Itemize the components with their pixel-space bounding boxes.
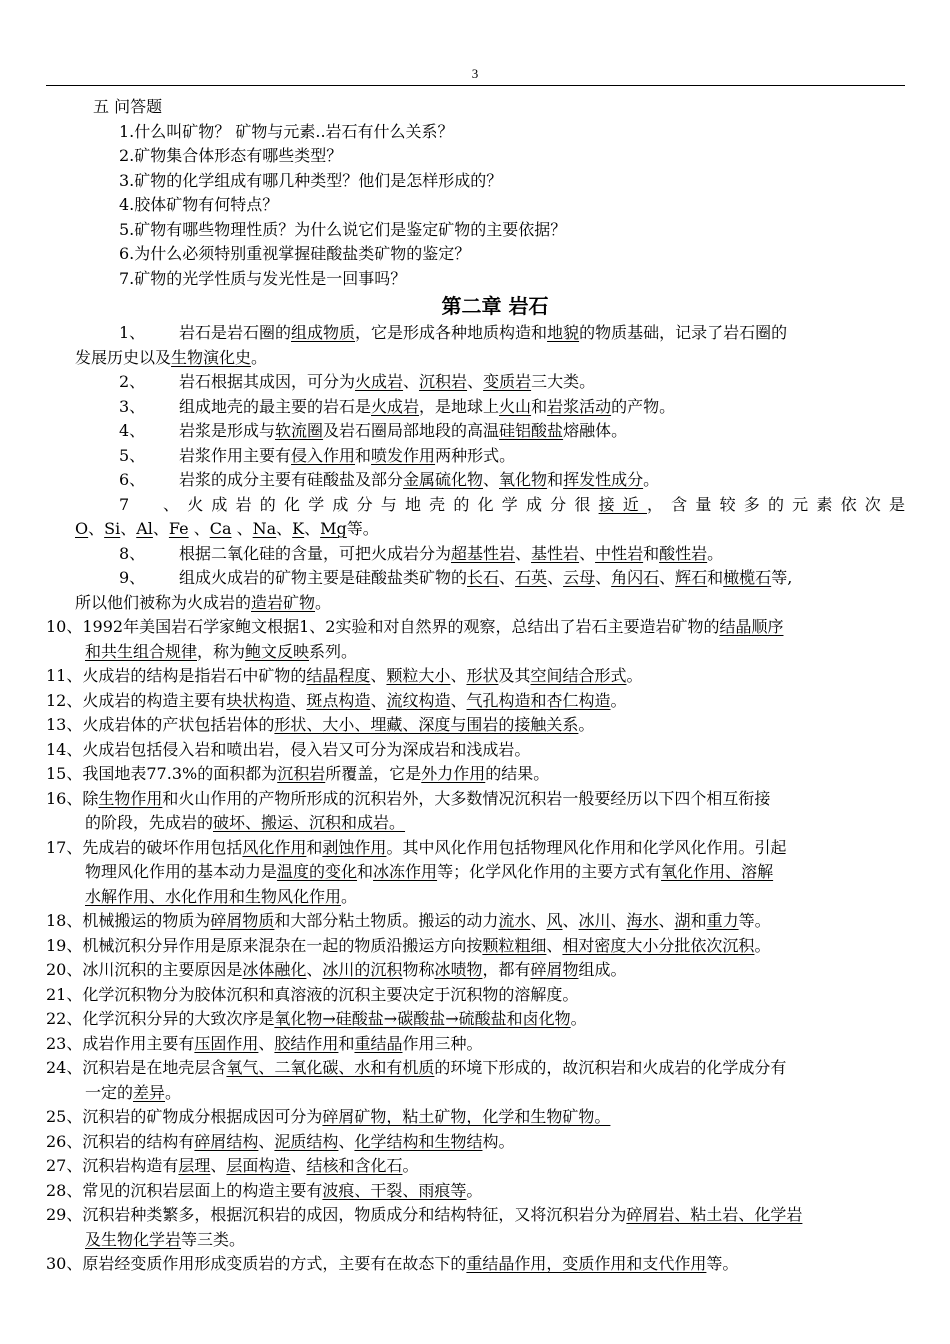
item-text: 岩石根据其成因，可分为: [179, 372, 356, 391]
answer-underline: 颗粒大小: [386, 666, 451, 685]
answer-underline: 重结晶: [354, 1033, 403, 1053]
answer-underline: 火成岩: [371, 396, 420, 416]
item-number: 2、: [119, 372, 146, 391]
list-item: [0, 321, 950, 346]
item-text: 。: [315, 592, 332, 612]
item-text: 组成。: [578, 960, 627, 979]
item-text: 发展历史以及: [75, 347, 172, 367]
item-text: 系列。: [309, 641, 358, 661]
item-text: 沉积岩的结构有: [82, 1131, 195, 1151]
item-text: 组成地壳的最主要的岩石是: [179, 396, 372, 416]
item-text: 熔融体。: [563, 421, 628, 440]
item-text: 化学沉积物分为胶体沉积和真溶液的沉积主要决定于沉积物的溶解度。: [82, 984, 579, 1004]
item-text: 除: [82, 788, 99, 808]
list-item-continuation: [0, 346, 950, 371]
item-text: 火成岩的构造主要有: [82, 690, 227, 710]
list-item-continuation: [0, 885, 950, 910]
separator: 、: [304, 519, 321, 538]
answer-underline: 层理: [178, 1156, 211, 1175]
answer-underline: 碎屑矿物，粘土矿物，化学和生物矿物。: [322, 1107, 611, 1126]
item-text: 岩浆的成分主要有硅酸盐及部分: [179, 470, 404, 489]
item-text: 的环境下形成的，故沉积岩和火成岩的化学成分有: [434, 1058, 787, 1077]
answer-underline: 差异: [133, 1082, 166, 1102]
answer-underline: 碎屑岩、粘土岩、化学岩: [626, 1205, 803, 1224]
answer-underline: 风化作用: [242, 837, 307, 857]
separator: 、: [290, 1156, 307, 1175]
answer-underline: 火山: [499, 396, 532, 416]
element-symbol: Si: [104, 519, 121, 538]
separator: 、: [515, 543, 532, 563]
header-rule: [46, 85, 905, 86]
answer-underline: 生物作用: [98, 788, 163, 808]
item-text: 成岩作用主要有: [82, 1033, 195, 1053]
section-title: 五 问答题: [93, 97, 163, 116]
answer-underline: 沉积岩: [419, 372, 468, 391]
separator: 、: [338, 1131, 355, 1151]
item-number: 26、: [46, 1131, 83, 1151]
item-text: 机械沉积分异作用是原来混杂在一起的物质沿搬运方向按: [82, 935, 483, 955]
answer-underline: 地貌: [547, 323, 580, 342]
list-item: [0, 542, 950, 567]
answer-underline: 氧化作用、溶解: [661, 862, 774, 881]
list-item: [0, 566, 950, 591]
item-text: 。: [341, 886, 358, 906]
answer-underline: 酸性岩: [659, 543, 708, 563]
item-text: 。: [466, 1180, 483, 1200]
item-text: 和: [690, 911, 707, 930]
answer-underline: 重力: [706, 911, 739, 930]
item-number: 6、: [119, 470, 146, 489]
item-text: 的产物。: [611, 396, 676, 416]
item-text: 及岩石圈局部地段的高温: [323, 421, 500, 440]
answer-underline: 结核和含化石: [306, 1156, 403, 1175]
answer-underline: 结晶程度: [306, 666, 371, 685]
separator: 、: [231, 519, 253, 538]
answer-underline: 湖: [674, 911, 691, 930]
item-text: 沉积岩种类繁多，根据沉积岩的成因，物质成分和结构特征，又将沉积岩分为: [82, 1205, 627, 1224]
separator: 、: [562, 911, 579, 930]
separator: 、: [370, 666, 387, 685]
answer-underline: 块状构造: [226, 690, 291, 710]
answer-underline: 流水: [498, 911, 531, 930]
item-text: 和: [338, 1033, 355, 1053]
list-item: [0, 615, 950, 640]
separator: 、: [120, 519, 137, 538]
question: 7.矿物的光学性质与发光性是一回事吗？: [119, 268, 407, 288]
item-text: 三大类。: [531, 372, 596, 391]
item-number: 9、: [119, 568, 146, 587]
item-text: 物称: [402, 960, 435, 979]
answer-underline: 颗粒粗细: [482, 935, 547, 955]
list-item: [0, 419, 950, 444]
answer-underline: 相对密度大小分批依次沉积: [562, 935, 755, 955]
list-item: [0, 468, 950, 493]
item-text: 。: [610, 690, 627, 710]
element-symbol: Ca: [209, 519, 232, 538]
item-text: 机械搬运的物质为: [82, 911, 211, 930]
separator: 、: [499, 568, 516, 587]
separator: 、: [450, 690, 467, 710]
list-item-continuation: [0, 640, 950, 665]
list-item: [0, 934, 950, 959]
separator: 、: [276, 519, 293, 538]
item-number: 10、: [46, 617, 83, 636]
answer-underline: 外力作用: [421, 764, 486, 783]
item-text: 岩浆是形成与: [179, 421, 276, 440]
item-number: 23、: [46, 1033, 83, 1053]
question: 4.胶体矿物有何特点？: [119, 195, 279, 214]
answer-underline: 形状: [466, 666, 499, 685]
answer-underline: 重结晶作用，变质作用和支代作用: [466, 1254, 707, 1273]
item-number: 16、: [46, 788, 83, 808]
item-text: 所以他们被称为火成岩的: [75, 592, 252, 612]
item-number: 8、: [119, 543, 146, 563]
item-text: 火成岩体的产状包括岩体的: [82, 715, 275, 734]
item-text: 火成岩的化学成分与地壳的化学成分很: [179, 494, 599, 514]
answer-underline: 侵入作用: [291, 445, 356, 465]
item-text: 。: [165, 1082, 182, 1102]
list-item-continuation: [0, 1081, 950, 1106]
item-number: 14、: [46, 739, 83, 759]
answer-underline: 氧化物→硅酸盐→碳酸盐→硫酸盐和卤化物: [274, 1009, 571, 1028]
item-text: 和: [306, 837, 323, 857]
list-item: [0, 1130, 950, 1155]
item-justified-line: [119, 493, 905, 518]
item-number: 28、: [46, 1180, 83, 1200]
item-text: 岩浆作用主要有: [179, 445, 292, 465]
answer-underline: 氧气、二氧化碳、水和有机质: [226, 1058, 435, 1077]
item-text: 及其: [498, 666, 531, 685]
item-number: 18、: [46, 911, 83, 930]
item-text: 等。: [346, 519, 379, 538]
answer-underline: 温度的变化: [277, 862, 358, 881]
list-item-continuation: [0, 860, 950, 885]
list-item: [0, 787, 950, 812]
list-item: [0, 738, 950, 763]
element-symbol: Al: [136, 519, 153, 538]
item-number: 25、: [46, 1107, 83, 1126]
separator: 、: [658, 911, 675, 930]
answer-underline: 组成物质: [291, 323, 356, 342]
answer-underline: 空间结合形式: [530, 666, 627, 685]
item-text: 先成岩的破坏作用包括: [82, 837, 243, 857]
list-item: [0, 444, 950, 469]
item-text: 岩石是岩石圈的: [179, 323, 292, 342]
item-text: 一定的: [85, 1082, 134, 1102]
item-number: 19、: [46, 935, 83, 955]
list-item: [0, 1007, 950, 1032]
list-item: [0, 909, 950, 934]
separator: 、: [579, 543, 596, 563]
answer-underline: 流纹构造: [386, 690, 451, 710]
list-item: [0, 689, 950, 714]
item-text: 两种形式。: [435, 445, 516, 465]
item-number: 15、: [46, 764, 83, 783]
list-item: [0, 1056, 950, 1081]
answer-underline: 斑点构造: [306, 690, 371, 710]
item-text: 。: [402, 1156, 419, 1175]
question: 6.为什么必须特别重视掌握硅酸盐类矿物的鉴定？: [119, 244, 471, 263]
separator: 、: [659, 568, 676, 587]
list-item: [0, 1105, 950, 1130]
item-text: 和: [531, 396, 548, 416]
answer-underline: 接近: [598, 494, 647, 514]
answer-underline: 喷发作用: [371, 445, 436, 465]
answer-underline: 碎屑物: [530, 960, 579, 979]
separator: 、: [610, 911, 627, 930]
item-number: 30、: [46, 1254, 83, 1273]
item-number: 27、: [46, 1156, 83, 1175]
item-text: 等,: [771, 568, 793, 587]
answer-underline: 冰川: [578, 911, 611, 930]
list-item-continuation: [0, 591, 950, 616]
item-number: 5、: [119, 445, 146, 465]
separator: 、: [403, 372, 420, 391]
separator: 、: [290, 690, 307, 710]
list-item: [0, 1179, 950, 1204]
item-number: 1、: [119, 323, 146, 342]
list-item: [0, 983, 950, 1008]
item-text: ，是地球上: [419, 396, 500, 416]
answer-underline: 冰体融化: [242, 960, 307, 979]
item-text: 和: [355, 445, 372, 465]
separator: 、: [152, 519, 169, 538]
answer-underline: 水解作用、水化作用和生物风化作用: [85, 886, 342, 906]
answer-underline: 造岩矿物: [251, 592, 316, 612]
item-text: 冰川沉积的主要原因是: [82, 960, 243, 979]
item-text: 。: [570, 1009, 587, 1028]
item-text: 。: [626, 666, 643, 685]
item-text: 和: [357, 862, 374, 881]
separator: 、: [210, 1156, 227, 1175]
separator: 、: [258, 1033, 275, 1053]
item-number: 7、: [119, 494, 179, 514]
separator: 、: [258, 1131, 275, 1151]
list-item: [0, 664, 950, 689]
item-text: 沉积岩是在地壳层含: [82, 1058, 227, 1077]
answer-underline: 冰啧物: [434, 960, 483, 979]
item-text: 和大部分粘土物质。搬运的动力: [274, 911, 499, 930]
separator: 、: [306, 960, 323, 979]
answer-underline: 泥质结构: [274, 1131, 339, 1151]
item-text: 1992年美国岩石学家鲍文根据1、2实验和对自然界的观察，总结出了岩石主要造岩矿物的: [82, 617, 720, 636]
item-text: 我国地表77.3%的面积都为: [82, 764, 278, 783]
item-text: 的结果。: [485, 764, 550, 783]
answer-underline: 挥发性成分: [563, 470, 644, 489]
item-number: 3、: [119, 396, 146, 416]
answer-underline: 波痕、干裂、雨痕等: [322, 1180, 467, 1200]
item-text: 化学沉积分异的大致次序是: [82, 1009, 275, 1028]
list-item-continuation: [0, 811, 950, 836]
answer-underline: 碎屑物质: [210, 911, 275, 930]
answer-underline: 硅铝酸盐: [499, 421, 564, 440]
answer-underline: 云母: [563, 568, 596, 587]
answer-underline: 压固作用: [194, 1033, 259, 1053]
item-text: 火成岩包括侵入岩和喷出岩，侵入岩又可分为深成岩和浅成岩。: [82, 739, 531, 759]
element-symbol: Fe: [168, 519, 189, 538]
answer-underline: 超基性岩: [451, 543, 516, 563]
element-symbol: Mg: [320, 519, 347, 538]
list-item: [0, 1203, 950, 1228]
item-text: 。: [643, 470, 660, 489]
element-symbol: O: [75, 519, 89, 538]
question: 3.矿物的化学组成有哪几种类型？他们是怎样形成的？: [119, 170, 503, 190]
item-text: 根据二氧化硅的含量，可把火成岩分为: [179, 543, 452, 563]
item-text: 。: [754, 935, 771, 955]
answer-underline: 层面构造: [226, 1156, 291, 1175]
list-item: [0, 1032, 950, 1057]
separator: 、: [467, 372, 484, 391]
item-text: 等三类。: [181, 1229, 246, 1249]
item-text: 物理风化作用的基本动力是: [85, 862, 278, 881]
answer-underline: 海水: [626, 911, 659, 930]
item-text: 和火山作用的产物所形成的沉积岩外，大多数情况沉积岩一般要经历以下四个相互衔接: [162, 788, 771, 808]
answer-underline: 岩浆活动: [547, 396, 612, 416]
item-text: 。: [578, 715, 595, 734]
separator: 、: [483, 470, 500, 489]
answer-underline: 及生物化学岩: [85, 1229, 182, 1249]
list-item: [0, 1154, 950, 1179]
answer-underline: 结晶顺序: [719, 617, 784, 636]
item-text: 原岩经变质作用形成变质岩的方式，主要有在故态下的: [82, 1254, 467, 1273]
answer-underline: 橄榄石: [723, 568, 772, 587]
answer-underline: 长石: [467, 568, 500, 587]
element-symbol: Na: [252, 519, 277, 538]
item-text: 作用三种。: [402, 1033, 483, 1053]
item-text: 和: [643, 543, 660, 563]
item-number: 24、: [46, 1058, 83, 1077]
answer-underline: 胶结作用: [274, 1033, 339, 1053]
separator: 、: [188, 519, 210, 538]
answer-underline: 石英: [515, 568, 548, 587]
item-text: 的物质基础，记录了岩石圈的: [579, 323, 788, 342]
item-text: 火成岩的结构是指岩石中矿物的: [82, 666, 307, 685]
document-body: [0, 95, 950, 1277]
answer-underline: 鲍文反映: [245, 641, 310, 661]
item-text: 等。: [706, 1254, 739, 1273]
item-text: ，都有: [482, 960, 531, 979]
item-number: 4、: [119, 421, 146, 440]
item-number: 20、: [46, 960, 83, 979]
question: 1.什么叫矿物？ 矿物与元素..岩石有什么关系？: [119, 121, 454, 141]
item-number: 11、: [46, 666, 83, 685]
list-item: [0, 395, 950, 420]
question: 2.矿物集合体形态有哪些类型？: [119, 146, 343, 165]
item-text: 。其中风化作用包括物理风化作用和化学风化作用。引起: [386, 837, 787, 857]
item-number: 12、: [46, 690, 83, 710]
page-number: 3: [471, 66, 479, 81]
answer-underline: 生物演化史: [171, 347, 252, 367]
chapter-title: 第二章 岩石: [441, 294, 549, 318]
answer-underline: 气孔构造和杏仁构造: [466, 690, 611, 710]
answer-underline: 形状、大小、埋藏、深度与围岩的接触关系: [274, 715, 579, 734]
item-text: 等。: [738, 911, 771, 930]
answer-underline: 化学结构和生物结: [354, 1131, 483, 1151]
separator: 、: [530, 911, 547, 930]
separator: 、: [370, 690, 387, 710]
item-text: 沉积岩构造有: [82, 1156, 179, 1175]
list-item: [0, 958, 950, 983]
separator: 、: [88, 519, 105, 538]
answer-underline: 风: [546, 911, 563, 930]
item-number: 17、: [46, 837, 83, 857]
answer-underline: 中性岩: [595, 543, 644, 563]
list-item-continuation: [0, 517, 950, 542]
item-number: 13、: [46, 715, 83, 734]
list-item: [0, 713, 950, 738]
item-number: 22、: [46, 1009, 83, 1028]
separator: 、: [546, 935, 563, 955]
answer-underline: 剥蚀作用: [322, 837, 387, 857]
answer-underline: 冰冻作用: [373, 862, 438, 881]
separator: 、: [595, 568, 612, 587]
item-text: 的阶段，先成岩的: [85, 813, 214, 832]
list-item: [0, 762, 950, 787]
item-text: ，含量较多的元素依次是: [646, 494, 905, 514]
item-number: 29、: [46, 1205, 83, 1224]
answer-underline: 火成岩: [355, 372, 404, 391]
answer-underline: 碎屑结构: [194, 1131, 259, 1151]
answer-underline: 金属硫化物: [403, 470, 484, 489]
answer-underline: 氧化物: [499, 470, 548, 489]
item-text: 和: [547, 470, 564, 489]
item-text: 常见的沉积岩层面上的构造主要有: [82, 1180, 323, 1200]
list-item: [0, 836, 950, 861]
question: 5.矿物有哪些物理性质？为什么说它们是鉴定矿物的主要依据？: [119, 219, 567, 239]
answer-underline: 冰川的沉积: [322, 960, 403, 979]
separator: 、: [547, 568, 564, 587]
list-item: [0, 1252, 950, 1277]
answer-underline: 基性岩: [531, 543, 580, 563]
answer-underline: 软流圈: [275, 421, 324, 440]
item-text: 构。: [482, 1131, 515, 1151]
list-item: [0, 370, 950, 395]
answer-underline: 破坏、搬运、沉积和成岩。: [213, 813, 406, 832]
item-text: 。: [251, 347, 268, 367]
answer-underline: 变质岩: [483, 372, 532, 391]
element-symbol: K: [292, 519, 305, 538]
item-text: 沉积岩的矿物成分根据成因可分为: [82, 1107, 323, 1126]
item-text: ，它是形成各种地质构造和: [355, 323, 548, 342]
item-text: 和: [707, 568, 724, 587]
list-item: [0, 493, 950, 518]
item-text: ，称为: [197, 641, 246, 661]
list-item-continuation: [0, 1228, 950, 1253]
answer-underline: 角闪石: [611, 568, 660, 587]
item-number: 21、: [46, 984, 83, 1004]
item-text: 等；化学风化作用的主要方式有: [437, 862, 662, 881]
answer-underline: 辉石: [675, 568, 708, 587]
answer-underline: 沉积岩: [277, 764, 326, 783]
answer-underline: 和共生组合规律: [85, 641, 198, 661]
item-text: 。: [707, 543, 724, 563]
item-text: 所覆盖，它是: [325, 764, 422, 783]
item-text: 组成火成岩的矿物主要是硅酸盐类矿物的: [179, 568, 468, 587]
separator: 、: [450, 666, 467, 685]
